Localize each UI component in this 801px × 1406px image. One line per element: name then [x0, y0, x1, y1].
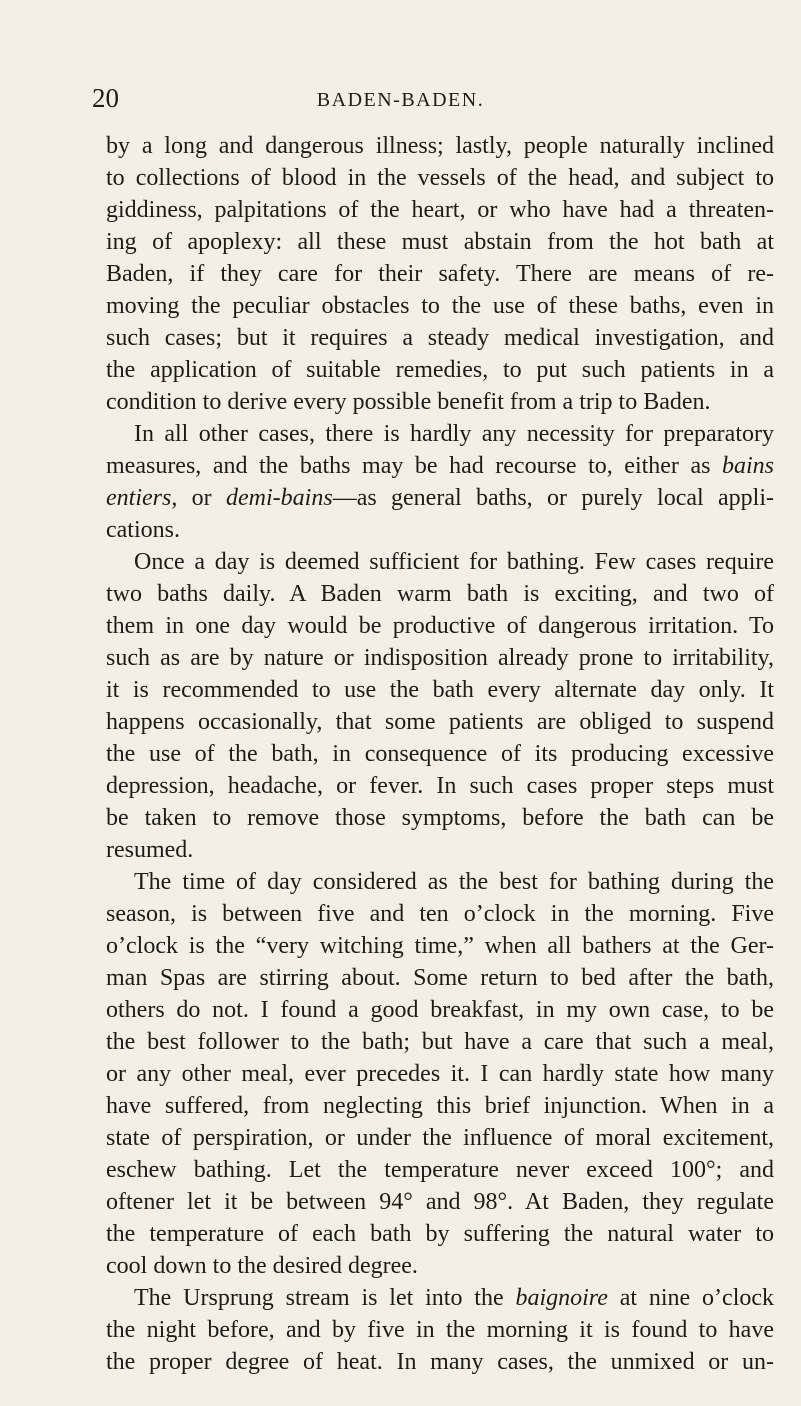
text-line: eschew bathing. Let the temperature never exceed 100°; and	[106, 1157, 774, 1183]
text-line: by a long and dangerous illness; lastly, people naturally inclined	[106, 133, 774, 159]
text-line: Once a day is deemed sufficient for bathing. Few cases require	[134, 549, 774, 575]
page-number: 20	[92, 83, 119, 113]
text-line: have suffered, from neglecting this brief injunction. When in a	[106, 1093, 774, 1119]
text-segment: , or	[171, 485, 212, 511]
text-line: oftener let it be between 94° and 98°. At Baden, they regulate	[106, 1189, 774, 1215]
italic-term: baignoire	[515, 1285, 608, 1311]
text-line	[106, 450, 774, 482]
text-line: the best follower to the bath; but have a care that such a meal,	[106, 1029, 774, 1055]
text-line: giddiness, palpitations of the heart, or who have had a threaten-	[106, 197, 774, 223]
text-segment: at nine o’clock	[619, 1285, 775, 1311]
text-line: condition to derive every possible benefit from a trip to Baden.	[106, 389, 711, 415]
italic-term: entiers	[106, 485, 172, 511]
text-line: such as are by nature or indisposition already prone to irritability,	[106, 645, 774, 671]
text-line: it is recommended to use the bath every alternate day only. It	[106, 677, 774, 703]
text-line: The time of day considered as the best for bathing during the	[134, 869, 774, 895]
text-segment: measures, and the baths may be had recourse to, either as	[106, 453, 711, 479]
text-line: cool down to the desired degree.	[106, 1253, 418, 1279]
text-line: cations.	[106, 517, 180, 543]
text-line: moving the peculiar obstacles to the use of these baths, even in	[106, 293, 774, 319]
text-line: the application of suitable remedies, to put such patients in a	[106, 357, 774, 383]
text-segment: —as general baths, or purely local appli-	[332, 485, 774, 511]
text-line: the temperature of each bath by suffering the natural water to	[106, 1221, 774, 1247]
text-line: or any other meal, ever precedes it. I can hardly state how many	[106, 1061, 774, 1087]
text-line	[106, 482, 774, 514]
text-line: man Spas are stirring about. Some return to bed after the bath,	[106, 965, 774, 991]
text-line: In all other cases, there is hardly any necessity for preparatory	[134, 421, 774, 447]
text-line: the proper degree of heat. In many cases, the unmixed or un-	[106, 1349, 774, 1375]
text-line: be taken to remove those symptoms, before the bath can be	[106, 805, 774, 831]
text-line: others do not. I found a good breakfast, in my own case, to be	[106, 997, 774, 1023]
text-line: ing of apoplexy: all these must abstain from the hot bath at	[106, 229, 774, 255]
text-line: Baden, if they care for their safety. There are means of re-	[106, 261, 774, 287]
text-line: the night before, and by five in the morning it is found to have	[106, 1317, 774, 1343]
text-line: two baths daily. A Baden warm bath is exciting, and two of	[106, 581, 774, 607]
italic-term: demi-bains	[226, 485, 333, 511]
text-line: state of perspiration, or under the influence of moral excitement,	[106, 1125, 774, 1151]
italic-term: bains	[721, 453, 774, 479]
text-line	[106, 1282, 774, 1314]
text-line: resumed.	[106, 837, 194, 863]
text-line: such cases; but it requires a steady medical investigation, and	[106, 325, 774, 351]
text-line: o’clock is the “very witching time,” when all bathers at the Ger-	[106, 933, 774, 959]
text-line: happens occasionally, that some patients are obliged to suspend	[106, 709, 774, 735]
text-line: them in one day would be productive of dangerous irritation. To	[106, 613, 774, 639]
text-line: depression, headache, or fever. In such cases proper steps must	[106, 773, 774, 799]
text-line: to collections of blood in the vessels of the head, and subject to	[106, 165, 774, 191]
body-text	[106, 130, 774, 1378]
text-line: the use of the bath, in consequence of its producing excessive	[106, 741, 774, 767]
text-segment: The Ursprung stream is let into the	[134, 1285, 504, 1311]
text-line: season, is between five and ten o’clock in the morning. Five	[106, 901, 774, 927]
running-title: BADEN-BADEN.	[316, 89, 485, 111]
